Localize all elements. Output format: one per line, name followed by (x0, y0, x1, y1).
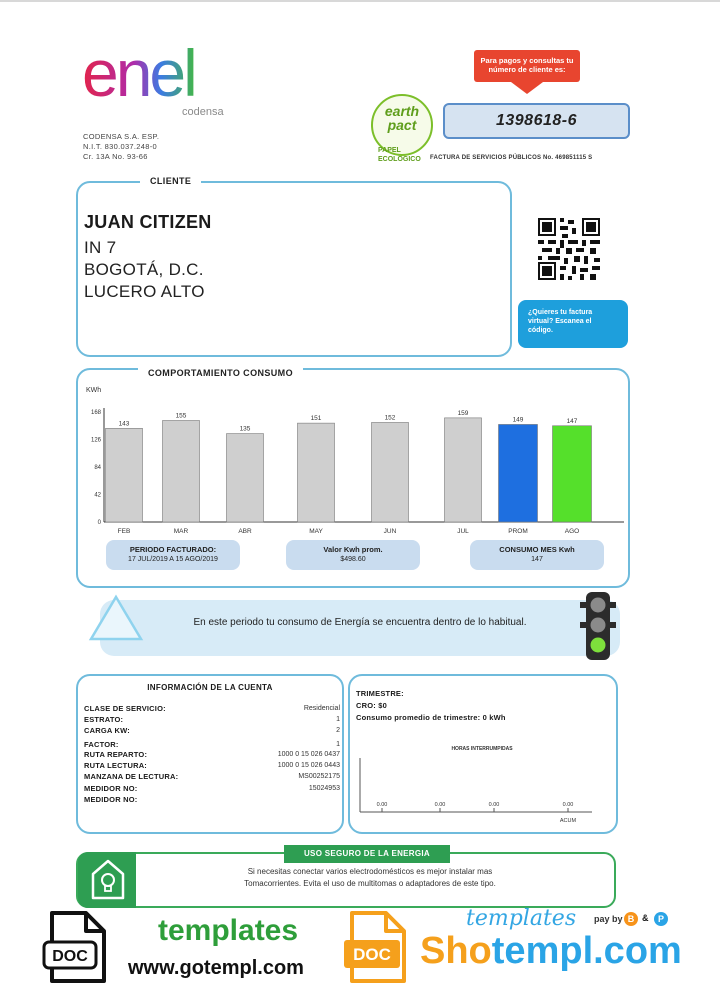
uso-seguro-tag: USO SEGURO DE LA ENERGIA (284, 845, 450, 863)
virtual-invoice-message: ¿Quieres tu factura virtual? Escanea el código. (518, 300, 628, 348)
uso-seguro-line: Tomacorrientes. Evita el uso de multitomas o adaptadores de este tipo. (244, 879, 496, 888)
account-number: 1398618-6 (443, 103, 630, 139)
bar (298, 423, 335, 522)
consumo-tag: COMPORTAMIENTO CONSUMO (138, 368, 303, 378)
uso-seguro-line: Si necesitas conectar varios electrodomésticos es mejor instalar mas (247, 867, 493, 876)
svg-text:DOC: DOC (52, 948, 88, 965)
valor-kwh-label: Valor Kwh prom. (323, 545, 383, 554)
logo-subtitle: codensa (182, 106, 224, 118)
x-tick-label: PROM (508, 528, 528, 535)
bar-value-label: 151 (310, 415, 322, 423)
x-tick-label: MAR (173, 528, 189, 535)
bar-value-label: 149 (512, 416, 524, 424)
consumption-bar-chart (84, 380, 624, 540)
cuenta-value: 15024953 (308, 785, 340, 792)
y-tick-label: 126 (90, 437, 101, 444)
company-info (83, 132, 159, 162)
earth-pact-text (371, 104, 433, 132)
pact-line: pact (387, 117, 417, 133)
top-rule (0, 0, 720, 2)
periodo-value: 17 JUL/2019 A 15 AGO/2019 (128, 556, 218, 563)
cuenta-label: MEDIDOR NO: (84, 784, 138, 793)
valor-kwh-value: $498.60 (340, 556, 366, 563)
shotempl-part1: Sho (420, 930, 492, 972)
client-city: BOGOTÁ, D.C. (84, 260, 204, 279)
cuenta-label: MANZANA DE LECTURA: (84, 772, 179, 781)
traffic-light-icon (578, 590, 618, 662)
x-tick-label: JUN (383, 528, 397, 535)
cuenta-value: 1 (336, 716, 340, 723)
x-tick-label: MAY (309, 528, 323, 535)
trimestre-title: TRIMESTRE: (356, 689, 404, 698)
cuenta-label: CARGA KW: (84, 726, 130, 735)
cliente-tag: CLIENTE (140, 176, 201, 186)
mini-value-label: 0.00 (488, 802, 500, 808)
callout-arrow (511, 82, 543, 94)
doc-file-icon-orange (342, 910, 408, 984)
x-tick-label: ABR (238, 528, 252, 535)
company-line: N.I.T. 830.037.248-0 (83, 142, 157, 151)
company-line: Cr. 13A No. 93-66 (83, 152, 148, 161)
cuenta-value: MS00252175 (298, 773, 340, 780)
bar-value-label: 159 (457, 409, 469, 417)
x-tick-label: FEB (117, 528, 131, 535)
shotempl-brand[interactable] (420, 930, 682, 973)
x-tick-label: AGO (564, 528, 580, 535)
payment-callout: Para pagos y consultas tu número de cliente es: (474, 50, 580, 82)
consumo-mes-pill (470, 540, 604, 570)
cuenta-value: 1 (336, 741, 340, 748)
doc-file-icon (42, 910, 108, 984)
bar-value-label: 155 (175, 412, 187, 420)
mini-value-label: 0.00 (376, 802, 388, 808)
paypal-icon: P (654, 912, 668, 926)
mini-chart-title: HORAS INTERRUMPIDAS (451, 746, 513, 752)
svg-text:enel: enel (82, 40, 195, 110)
cuenta-value: 1000 0 15 026 0437 (277, 751, 340, 758)
pay-by-label: pay by (594, 914, 623, 924)
cuenta-label: RUTA REPARTO: (84, 750, 148, 759)
bar (553, 426, 592, 522)
bar (227, 434, 264, 522)
earth-line: earth (384, 103, 420, 119)
gotempl-url[interactable]: www.gotempl.com (128, 957, 304, 979)
bar-value-label: 152 (384, 414, 396, 422)
papel-ecologico (378, 146, 421, 164)
bar (106, 428, 143, 522)
bar-value-label: 143 (118, 420, 130, 428)
papel-line: PAPEL (378, 147, 401, 154)
cuenta-label: MEDIDOR NO: (84, 795, 138, 804)
templates-brand: templates (158, 914, 299, 947)
warning-triangle-icon (88, 594, 144, 642)
consumo-mes-value: 147 (531, 556, 543, 563)
cuenta-value: 2 (336, 727, 340, 734)
svg-text:DOC: DOC (353, 945, 391, 964)
y-tick-label: 0 (97, 520, 101, 526)
y-tick-label: 84 (94, 465, 101, 471)
trimestre-cro: CRO: $0 (356, 701, 387, 710)
house-bulb-icon (90, 858, 126, 902)
bar-value-label: 135 (239, 425, 251, 433)
bar (163, 421, 200, 522)
shotempl-part2: templ.com (491, 930, 682, 972)
bar (445, 418, 482, 522)
mini-acum-label: ACUM (559, 818, 577, 824)
cuenta-title: INFORMACIÓN DE LA CUENTA (147, 683, 273, 692)
cuenta-value: 1000 0 15 026 0443 (277, 762, 340, 769)
trimestre-promedio: Consumo promedio de trimestre: 0 kWh (356, 713, 506, 722)
periodo-pill (106, 540, 240, 570)
cuenta-label: ESTRATO: (84, 715, 124, 724)
coin-ampersand: & (642, 913, 649, 923)
cuenta-label: FACTOR: (84, 740, 119, 749)
bitcoin-icon: B (624, 912, 638, 926)
y-tick-label: 42 (94, 492, 101, 499)
cuenta-label: RUTA LECTURA: (84, 761, 148, 770)
ecologico-line: ECOLOGICO (378, 156, 421, 163)
x-tick-label: JUL (457, 528, 469, 535)
qr-code-icon[interactable] (536, 216, 602, 282)
y-axis-label: KWh (86, 387, 102, 394)
alert-message: En este periodo tu consumo de Energía se encuentra dentro de lo habitual. (193, 617, 527, 628)
bar (499, 424, 538, 522)
shotempl-templates-script: templates (466, 906, 577, 931)
bar-value-label: 147 (566, 417, 578, 425)
interruption-hours-chart (352, 744, 602, 830)
enel-logo (82, 40, 232, 110)
uso-seguro-text (170, 866, 570, 890)
periodo-label: PERIODO FACTURADO: (129, 545, 217, 554)
client-name: JUAN CITIZEN (84, 212, 212, 232)
y-tick-label: 168 (90, 410, 101, 416)
company-line: CODENSA S.A. ESP. (83, 132, 160, 141)
consumo-mes-label: CONSUMO MES Kwh (499, 545, 575, 554)
mini-value-label: 0.00 (562, 802, 574, 808)
client-address-line: IN 7 (84, 238, 117, 257)
client-neighborhood: LUCERO ALTO (84, 282, 205, 301)
cuenta-label: CLASE DE SERVICIO: (84, 704, 166, 713)
cuenta-value: Residencial (303, 705, 340, 712)
factura-number: FACTURA DE SERVICIOS PÚBLICOS No. 469851115 S (430, 155, 593, 161)
bar (372, 422, 409, 522)
valor-kwh-pill (286, 540, 420, 570)
mini-value-label: 0.00 (434, 802, 446, 808)
